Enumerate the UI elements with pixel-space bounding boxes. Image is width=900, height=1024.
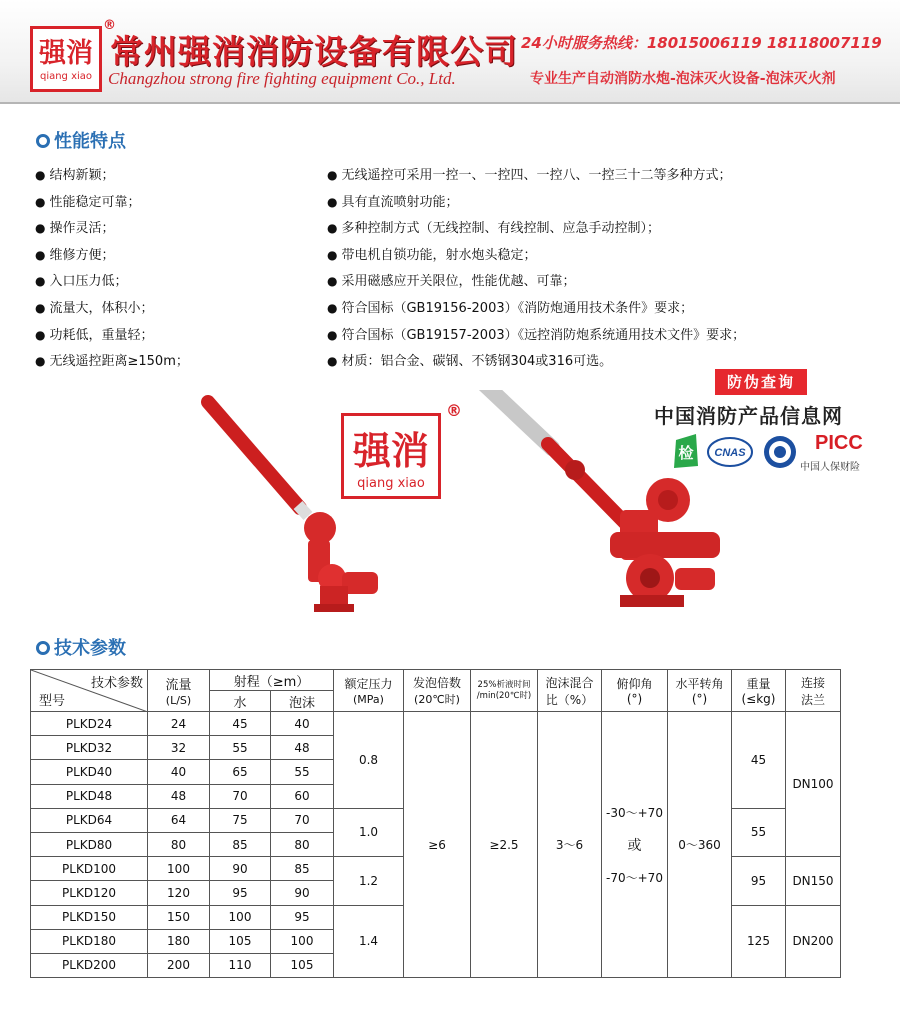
table-row: PLKD48 48 70 60: [31, 784, 841, 808]
table-row: PLKD150 150 100 95 1.4 125 DN200: [31, 905, 841, 929]
header-banner: [0, 0, 900, 104]
header-flow: 流量 (L/S): [148, 670, 210, 712]
rotate-cell: 0～360: [668, 712, 732, 978]
business-slogan: 专业生产自动消防水炮-泡沫灭火设备-泡沫灭火剂: [530, 71, 836, 87]
header-foam: 泡沫: [271, 691, 334, 712]
mix-ratio-cell: 3～6: [538, 712, 602, 978]
picc-subtitle: 中国人保财险: [800, 462, 860, 473]
tech-params-heading-text: 技术参数: [54, 638, 126, 659]
cnas-icon: [708, 438, 752, 466]
list-item: ● 采用磁感应开关限位，性能优越、可靠；: [327, 268, 745, 295]
features-list-left: [35, 162, 189, 375]
table-row: PLKD40 40 65 55: [31, 760, 841, 784]
circle-bullet-icon: [36, 134, 50, 148]
tech-params-heading: [36, 634, 126, 660]
list-item: ● 功耗低，重量轻；: [35, 322, 189, 349]
list-item: ● 无线遥控距离≥150m；: [35, 348, 189, 375]
registered-mark: ®: [103, 18, 116, 33]
table-row: PLKD32 32 55 48: [31, 736, 841, 760]
header-model: 型号: [39, 694, 66, 709]
pressure-cell: 1.4: [334, 905, 404, 978]
flange-cell: DN100: [786, 712, 841, 857]
list-item: ● 符合国标（GB19156-2003）《消防炮通用技术条件》要求；: [327, 295, 745, 322]
pitch-cell: -30～+70 或 -70～+70: [602, 712, 668, 978]
weight-cell: 125: [732, 905, 786, 978]
company-name-en: Changzhou strong fire fighting equipment Co., Ltd.: [108, 69, 456, 88]
logo-sub-text: qiang xiao: [39, 71, 93, 82]
anti-fake-badge: 防伪查询: [715, 369, 807, 395]
ccc-icon: [764, 436, 796, 468]
logo-main-text: 强消: [39, 38, 93, 69]
list-item: ● 多种控制方式（无线控制、有线控制、应急手动控制）；: [327, 215, 745, 242]
list-item: ● 性能稳定可靠；: [35, 189, 189, 216]
header-pitch: 俯仰角 (°): [602, 670, 668, 712]
table-row: PLKD24 24 45 40 0.8 ≥6 ≥2.5 3～6 -30～+70 或 -70～+70 0～360 45 DN100: [31, 712, 841, 736]
table-row: PLKD100 100 90 85 1.2 95 DN150: [31, 857, 841, 881]
pressure-cell: 1.0: [334, 808, 404, 856]
weight-cell: 95: [732, 857, 786, 905]
picc-logo: PICC: [815, 432, 863, 454]
weight-cell: 45: [732, 712, 786, 809]
flange-cell: DN200: [786, 905, 841, 978]
table-row: PLKD64 64 75 70 1.0 55: [31, 808, 841, 832]
service-hotline: 24小时服务热线：18015006119 18118007119: [521, 34, 882, 52]
header-drain-time: 25%析液时间 /min(20℃时): [471, 670, 538, 712]
features-heading: [36, 127, 126, 153]
table-row: PLKD180 180 105 100: [31, 929, 841, 953]
weight-cell: 55: [732, 808, 786, 856]
company-name-cn: 常州强消消防设备有限公司: [110, 32, 518, 71]
flange-cell: DN150: [786, 857, 841, 905]
table-row: PLKD80 80 85 80: [31, 832, 841, 856]
header-water: 水: [210, 691, 271, 712]
registered-mark: ®: [446, 401, 462, 420]
header-mix-ratio: 泡沫混合 比（%）: [538, 670, 602, 712]
features-list-right: [327, 162, 745, 375]
list-item: ● 入口压力低；: [35, 268, 189, 295]
tech-spec-table: [30, 669, 841, 978]
list-item: ● 流量大，体积小；: [35, 295, 189, 322]
features-heading-text: 性能特点: [54, 131, 126, 152]
watermark-sub-text: qiang xiao: [357, 476, 425, 491]
fire-product-info-network: 中国消防产品信息网: [654, 404, 843, 428]
list-item: ● 无线遥控可采用一控一、一控四、一控八、一控三十二等多种方式；: [327, 162, 745, 189]
header-foam-ratio: 发泡倍数 (20℃时): [404, 670, 471, 712]
header-flange: 连接 法兰: [786, 670, 841, 712]
brand-watermark: [341, 413, 441, 499]
table-row: PLKD200 200 110 105: [31, 953, 841, 977]
list-item: ● 结构新颖；: [35, 162, 189, 189]
watermark-main-text: 强消: [352, 428, 429, 473]
list-item: ● 带电机自锁功能，射水炮头稳定；: [327, 242, 745, 269]
table-row: PLKD120 120 95 90: [31, 881, 841, 905]
list-item: ● 操作灵活；: [35, 215, 189, 242]
header-weight: 重量 (≤kg): [732, 670, 786, 712]
header-rotate: 水平转角 (°): [668, 670, 732, 712]
header-param: 技术参数: [90, 676, 143, 691]
list-item: ● 材质：铝合金、碳钢、不锈钢304或316可选。: [327, 348, 745, 375]
list-item: ● 具有直流喷射功能；: [327, 189, 745, 216]
inspection-icon: [674, 434, 698, 468]
header-pressure: 额定压力 (MPa): [334, 670, 404, 712]
inspection-text: 检: [678, 444, 694, 462]
company-logo: [30, 26, 102, 92]
circle-bullet-icon: [36, 641, 50, 655]
pressure-cell: 1.2: [334, 857, 404, 905]
cnas-text: CNAS: [714, 447, 746, 459]
list-item: ● 符合国标（GB19157-2003）《远控消防炮系统通用技术文件》要求；: [327, 322, 745, 349]
header-param-model: [31, 670, 148, 712]
pressure-cell: 0.8: [334, 712, 404, 809]
drain-time-cell: ≥2.5: [471, 712, 538, 978]
foam-ratio-cell: ≥6: [404, 712, 471, 978]
table-header-row: [31, 670, 841, 691]
list-item: ● 维修方便；: [35, 242, 189, 269]
header-range: 射程（≥m）: [210, 670, 334, 691]
